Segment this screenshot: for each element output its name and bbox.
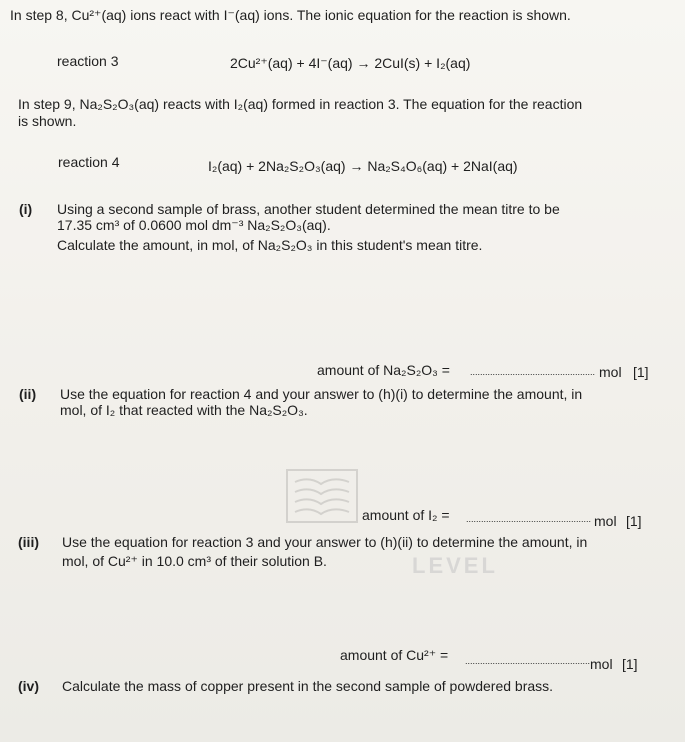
reaction3-label: reaction 3 — [57, 53, 119, 69]
part-iii-marks: [1] — [622, 656, 638, 672]
part-i-line2: 17.35 cm³ of 0.0600 mol dm⁻³ Na₂S₂O₃(aq). — [57, 217, 331, 233]
part-iii-answer-label: amount of Cu²⁺ = — [340, 647, 449, 663]
part-iii-line2: mol, of Cu²⁺ in 10.0 cm³ of their solution B. — [62, 553, 327, 569]
reaction4-label: reaction 4 — [58, 154, 120, 170]
part-i-line1: Using a second sample of brass, another student determined the mean titre to be — [57, 201, 560, 217]
reaction3-equation: 2Cu²⁺(aq) + 4I⁻(aq) → 2CuI(s) + I₂(aq) — [230, 55, 471, 71]
step8-label: In step 8, — [10, 7, 68, 23]
part-ii-line2: mol, of I₂ that reacted with the Na₂S₂O₃. — [60, 402, 308, 418]
step8-text: (aq) ions react with I⁻(aq) ions. The ionic equation for the reaction is shown. — [101, 7, 571, 23]
step9-line2: is shown. — [18, 113, 77, 129]
part-ii-line1: Use the equation for reaction 4 and your answer to (h)(i) to determine the amount, in — [60, 386, 583, 402]
reaction4-equation: I₂(aq) + 2Na₂S₂O₃(aq) → Na₂S₄O₆(aq) + 2NaI(aq) — [208, 158, 518, 174]
part-i-unit: mol — [599, 364, 622, 380]
part-iii-unit: mol — [590, 656, 613, 672]
book-logo-icon — [285, 468, 359, 524]
watermark-text: LEVEL — [412, 553, 498, 578]
step9-line1: In step 9, Na₂S₂O₃(aq) reacts with I₂(aq) formed in reaction 3. The equation for the reaction — [18, 96, 583, 112]
cu-ion: Cu²⁺ — [71, 7, 102, 23]
part-iv-line1: Calculate the mass of copper present in the second sample of powdered brass. — [62, 678, 554, 694]
part-iii-line1: Use the equation for reaction 3 and your answer to (h)(ii) to determine the amount, in — [62, 534, 588, 550]
part-iii-answer-line[interactable]: .................................................. — [465, 656, 591, 666]
part-ii-marks: [1] — [626, 513, 642, 529]
part-ii-unit: mol — [594, 513, 617, 529]
part-i-marks: [1] — [633, 364, 649, 380]
part-ii-number: (ii) — [19, 386, 37, 402]
part-ii-answer-line[interactable]: .................................................. — [466, 514, 592, 524]
part-iii-number: (iii) — [18, 534, 39, 550]
part-iv-number: (iv) — [18, 678, 39, 694]
step8-line — [10, 6, 571, 24]
part-i-number: (i) — [19, 201, 33, 217]
part-i-line3: Calculate the amount, in mol, of Na₂S₂O₃ in this student's mean titre. — [57, 237, 483, 253]
part-i-answer-line[interactable]: .................................................. — [470, 367, 596, 377]
part-i-answer-label: amount of Na₂S₂O₃ = — [317, 362, 450, 378]
part-ii-answer-label: amount of I₂ = — [362, 507, 450, 523]
